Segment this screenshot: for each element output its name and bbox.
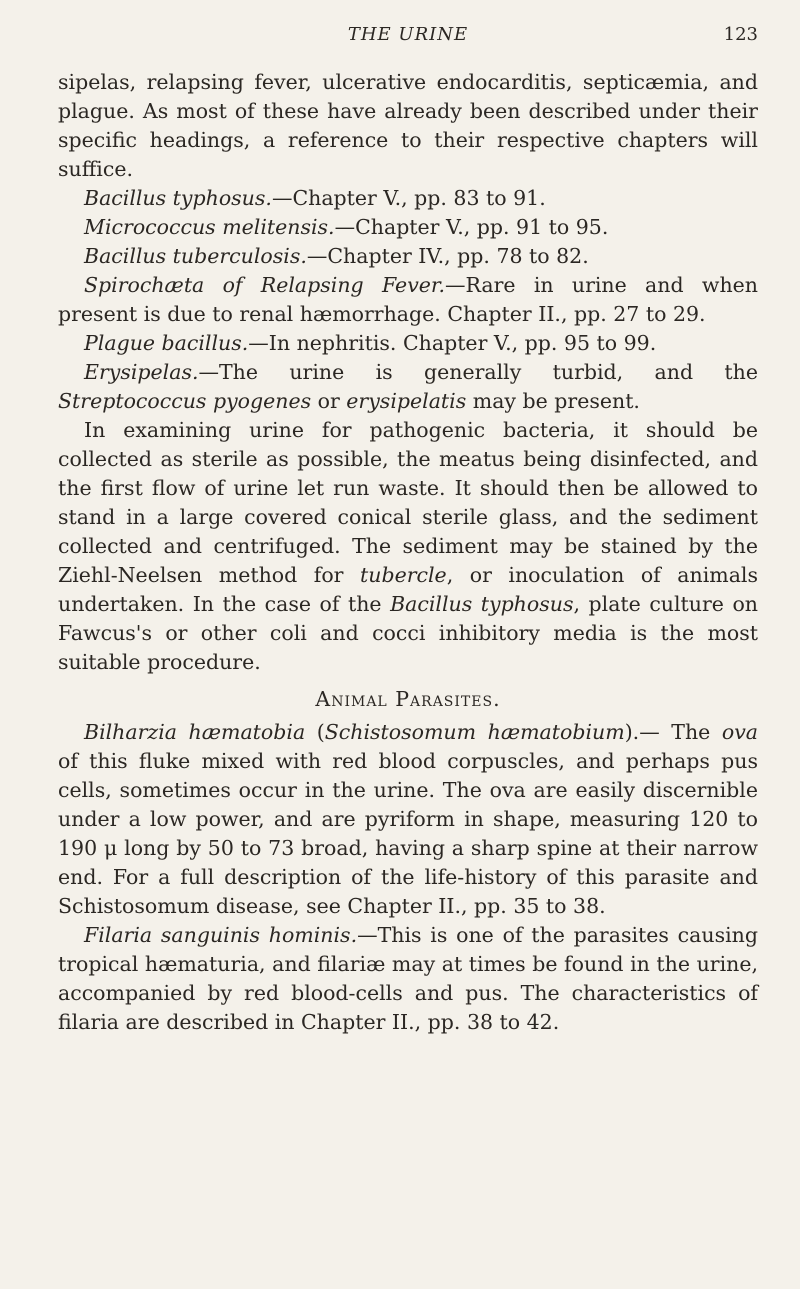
examining-text-1: In examining urine for pathogenic bacteria, it should be collected as sterile as possible, the meatus being disinfected, and the first flow of urine let run waste. It should then be allowed to stand in a large covered conical sterile glass, and the sediment collected and centrifuged. The sediment may be stained by the Ziehl-Neelsen method for <box>58 418 758 587</box>
reference-name: Spirochæta of Relapsing Fever. <box>84 273 445 297</box>
erysipelas-paragraph <box>58 358 758 416</box>
erysipelas-text-2: or <box>311 389 347 413</box>
examining-text-2: , or inoculation of animals undertaken. In the case of the <box>58 563 758 616</box>
examining-paragraph <box>58 416 758 677</box>
erysipelas-name: Erysipelas. <box>84 360 199 384</box>
bilharzia-close: ). <box>624 720 640 744</box>
reference-name: Micrococcus melitensis. <box>84 215 335 239</box>
bilharzia-ova: ova <box>721 720 759 744</box>
examining-bacillus: Bacillus typhosus <box>390 592 574 616</box>
erysipelas-text-1: —The urine is generally turbid, and the <box>198 360 758 384</box>
bilharzia-text-2: of this fluke mixed with red blood corpuscles, and perhaps pus cells, sometimes occur in the urine. The ova are easily discernible under a low power, and are pyriform in shape, measuring 120 to 190 μ long by 50 to 73 broad, having a sharp spine at their narrow end. For a full description of the life-history of this parasite and Schistosomum disease, see Chapter II., pp. 35 to 38. <box>58 749 758 918</box>
filaria-name: Filaria sanguinis hominis. <box>84 923 358 947</box>
running-head <box>58 20 758 56</box>
bilharzia-paragraph <box>58 718 758 921</box>
reference-name: Plague bacillus. <box>84 331 249 355</box>
erysipelas-text-3: may be present. <box>466 389 640 413</box>
opening-paragraph: sipelas, relapsing fever, ulcerative endocarditis, septicæmia, and plague. As most of these have already been described under their specific headings, a reference to their respective chapters will suffice. <box>58 70 758 181</box>
reference-text: —Chapter IV., pp. 78 to 82. <box>306 244 589 268</box>
filaria-text: —This is one of the parasites causing tropical hæmaturia, and filariæ may at times be found in the urine, accompanied by red blood-cells and pus. The characteristics of filaria are described in Chapter II., pp. 38 to 42. <box>58 923 758 1034</box>
erysipelas-organism-2: erysipelatis <box>346 389 467 413</box>
running-title: THE URINE <box>347 24 469 45</box>
erysipelas-organism-1: Streptococcus pyogenes <box>58 389 312 413</box>
section-heading: Animal Parasites. <box>315 687 501 711</box>
bilharzia-open: ( <box>305 720 325 744</box>
filaria-paragraph <box>58 921 758 1037</box>
bilharzia-synonym: Schistosomum hæmatobium <box>324 720 625 744</box>
reference-text: —Chapter V., pp. 83 to 91. <box>271 186 546 210</box>
reference-text: —Rare in urine and when present is due to renal hæmorrhage. Chapter II., pp. 27 to 29. <box>58 273 758 326</box>
reference-text: —Chapter V., pp. 91 to 95. <box>334 215 609 239</box>
examining-tubercle: tubercle <box>360 563 447 587</box>
reference-spirochaeta <box>58 271 758 329</box>
reference-micrococcus-melitensis <box>58 213 758 242</box>
reference-plague-bacillus <box>58 329 758 358</box>
page-number: 123 <box>723 24 758 45</box>
bilharzia-text-1: — The <box>639 720 722 744</box>
reference-name: Bacillus typhosus. <box>84 186 272 210</box>
reference-name: Bacillus tuberculosis. <box>84 244 307 268</box>
reference-bacillus-tuberculosis <box>58 242 758 271</box>
reference-text: —In nephritis. Chapter V., pp. 95 to 99. <box>248 331 657 355</box>
reference-bacillus-typhosus <box>58 184 758 213</box>
book-page <box>58 20 758 1037</box>
bilharzia-name: Bilharzia hæmatobia <box>84 720 306 744</box>
examining-text-3: , plate culture on Fawcus's or other coli and cocci inhibitory media is the most suitable procedure. <box>58 592 758 674</box>
